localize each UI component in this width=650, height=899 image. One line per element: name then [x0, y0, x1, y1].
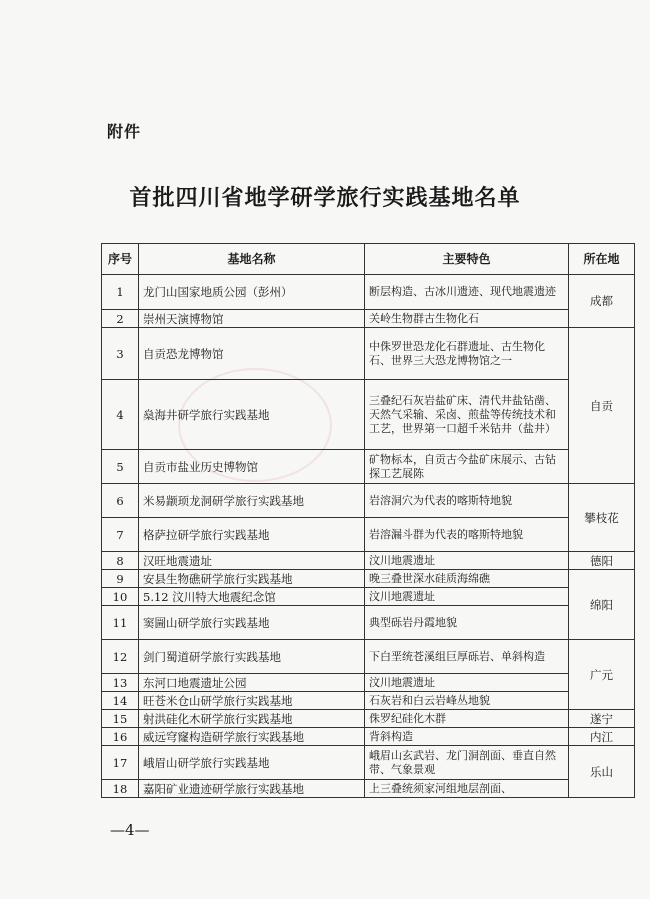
- row-feature: 背斜构造: [365, 728, 569, 746]
- row-feature: 三叠纪石灰岩盐矿床、清代井盐钻凿、天然气采输、采卤、煎盐等传统技术和工艺，世界第一口超千米钻井（盐井）: [365, 380, 569, 450]
- row-num: 7: [102, 518, 139, 552]
- table-row: [102, 328, 635, 380]
- row-feature: 岩溶漏斗群为代表的喀斯特地貌: [365, 518, 569, 552]
- row-feature: 汶川地震遗址: [365, 674, 569, 692]
- table-row: [102, 310, 635, 328]
- table-row: [102, 746, 635, 780]
- row-num: 10: [102, 588, 139, 606]
- row-num: 2: [102, 310, 139, 328]
- row-name: 东河口地震遗址公园: [139, 674, 365, 692]
- row-feature: 下白垩统苍溪组巨厚砾岩、单斜构造: [365, 640, 569, 674]
- row-name: 5.12 汶川特大地震纪念馆: [139, 588, 365, 606]
- header-num: 序号: [102, 244, 139, 275]
- table-row: [102, 640, 635, 674]
- row-location: 绵阳: [569, 570, 635, 640]
- table-row: [102, 450, 635, 484]
- row-feature: 汶川地震遗址: [365, 588, 569, 606]
- table-row: [102, 710, 635, 728]
- header-name: 基地名称: [139, 244, 365, 275]
- row-num: 17: [102, 746, 139, 780]
- row-location: 遂宁: [569, 710, 635, 728]
- row-feature: 石灰岩和白云岩峰丛地貌: [365, 692, 569, 710]
- row-location: 广元: [569, 640, 635, 710]
- table-row: [102, 570, 635, 588]
- row-feature: 岩溶洞穴为代表的喀斯特地貌: [365, 484, 569, 518]
- row-feature: 断层构造、古冰川遗迹、现代地震遗迹: [365, 275, 569, 310]
- row-num: 5: [102, 450, 139, 484]
- table-header-row: [102, 244, 635, 275]
- table-row: [102, 588, 635, 606]
- header-feature: 主要特色: [365, 244, 569, 275]
- appendix-label: 附件: [107, 122, 142, 141]
- row-num: 3: [102, 328, 139, 380]
- row-feature: 上三叠统须家河组地层剖面、: [365, 780, 569, 798]
- row-name: 格萨拉研学旅行实践基地: [139, 518, 365, 552]
- row-location: 乐山: [569, 746, 635, 798]
- row-num: 6: [102, 484, 139, 518]
- table-row: [102, 380, 635, 450]
- row-location: 内江: [569, 728, 635, 746]
- row-num: 11: [102, 606, 139, 640]
- row-name: 峨眉山研学旅行实践基地: [139, 746, 365, 780]
- row-feature: 矿物标本，自贡古今盐矿床展示、古钻探工艺展陈: [365, 450, 569, 484]
- row-name: 旺苍米仓山研学旅行实践基地: [139, 692, 365, 710]
- row-name: 安县生物礁研学旅行实践基地: [139, 570, 365, 588]
- table-row: [102, 484, 635, 518]
- row-name: 龙门山国家地质公园（彭州）: [139, 275, 365, 310]
- row-location: 自贡: [569, 328, 635, 484]
- row-num: 8: [102, 552, 139, 570]
- row-num: 18: [102, 780, 139, 798]
- row-feature: 晚三叠世深水硅质海绵礁: [365, 570, 569, 588]
- row-num: 9: [102, 570, 139, 588]
- table-row: [102, 674, 635, 692]
- row-num: 14: [102, 692, 139, 710]
- page-number: —4—: [110, 821, 150, 839]
- row-name: 汉旺地震遗址: [139, 552, 365, 570]
- row-feature: 峨眉山玄武岩、龙门洞剖面、垂直自然带、气象景观: [365, 746, 569, 780]
- row-name: 自贡恐龙博物馆: [139, 328, 365, 380]
- row-num: 1: [102, 275, 139, 310]
- row-name: 自贡市盐业历史博物馆: [139, 450, 365, 484]
- header-location: 所在地: [569, 244, 635, 275]
- base-list-table: [101, 243, 635, 798]
- table-row: [102, 606, 635, 640]
- row-location: 成都: [569, 275, 635, 328]
- row-num: 16: [102, 728, 139, 746]
- row-feature: 典型砾岩丹霞地貌: [365, 606, 569, 640]
- row-name: 窦圌山研学旅行实践基地: [139, 606, 365, 640]
- table-row: [102, 275, 635, 310]
- row-num: 15: [102, 710, 139, 728]
- row-feature: 汶川地震遗址: [365, 552, 569, 570]
- row-feature: 中侏罗世恐龙化石群遗址、古生物化石、世界三大恐龙博物馆之一: [365, 328, 569, 380]
- row-num: 4: [102, 380, 139, 450]
- row-location: 德阳: [569, 552, 635, 570]
- document-title: 首批四川省地学研学旅行实践基地名单: [129, 186, 521, 211]
- row-feature: 关岭生物群古生物化石: [365, 310, 569, 328]
- table-row: [102, 518, 635, 552]
- row-name: 崇州天演博物馆: [139, 310, 365, 328]
- row-name: 嘉阳矿业遗迹研学旅行实践基地: [139, 780, 365, 798]
- row-name: 剑门蜀道研学旅行实践基地: [139, 640, 365, 674]
- row-name: 威远穹窿构造研学旅行实践基地: [139, 728, 365, 746]
- row-name: 米易颛顼龙洞研学旅行实践基地: [139, 484, 365, 518]
- table-row: [102, 780, 635, 798]
- table-row: [102, 692, 635, 710]
- row-location: 攀枝花: [569, 484, 635, 552]
- table-row: [102, 728, 635, 746]
- row-name: 燊海井研学旅行实践基地: [139, 380, 365, 450]
- row-num: 12: [102, 640, 139, 674]
- row-name: 射洪硅化木研学旅行实践基地: [139, 710, 365, 728]
- row-feature: 侏罗纪硅化木群: [365, 710, 569, 728]
- row-num: 13: [102, 674, 139, 692]
- table-row: [102, 552, 635, 570]
